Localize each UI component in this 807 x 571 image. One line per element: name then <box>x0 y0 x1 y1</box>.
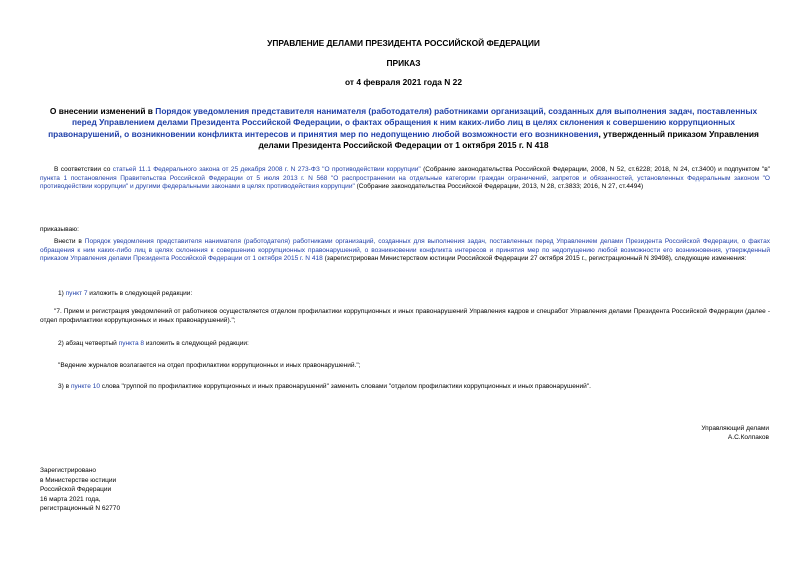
signature-block <box>701 424 769 442</box>
clause-10-link[interactable]: пункте 10 <box>70 383 100 390</box>
amendment-item-2 <box>58 340 770 349</box>
title-order-link[interactable]: Порядок уведомления представителя нанимателя (работодателя) работниками организаций, созданных для выполнения задач, поставленных перед Управлением делами Президента Российской Федерации, о фактах обращения к ним каких-либо лиц в целях склонения к совершению коррупционных правонарушений, о возникновении конфликта интересов и принятия мер по недопущению любой возможности его возникновения <box>48 106 758 139</box>
clause-8-new-text: "Ведение журналов возлагается на отдел профилактики коррупционных и иных правонарушений."; <box>58 362 361 369</box>
title-suffix: , утвержденный приказом Управления делами Президента Российской Федерации от 1 октября 2015 г. N 418 <box>258 128 759 151</box>
preamble-text-3: (Собрание законодательства Российской Федерации, 2013, N 28, ст.3833; 2016, N 27, ст.4494) <box>354 183 644 191</box>
registration-line: Российской Федерации <box>40 486 112 494</box>
agency-name: УПРАВЛЕНИЕ ДЕЛАМИ ПРЕЗИДЕНТА РОССИЙСКОЙ ФЕДЕРАЦИИ <box>267 38 540 48</box>
registration-line: в Министерстве юстиции <box>40 476 117 484</box>
document-title <box>48 106 759 152</box>
clause-7-new-text-content: "7. Прием и регистрация уведомлений от работников осуществляется отделом профилактики коррупционных и иных правонарушений Управления кадров и спецработ Управления делами Президента Российской Федерации (далее - отдел профилактики коррупционных и иных правонарушений)."; <box>40 308 770 324</box>
amendment-intro-paragraph <box>40 238 770 264</box>
amendment-item-3-text-1: 3) в <box>58 383 71 390</box>
clause-8-link[interactable]: пункта 8 <box>118 340 145 347</box>
title-prefix: О внесении изменений в <box>49 106 156 116</box>
registration-line: регистрационный N 62770 <box>40 505 121 513</box>
amendment-item-1 <box>58 290 770 299</box>
preamble-text-1: В соответствии со <box>54 166 113 173</box>
clause-7-new-text <box>40 308 770 325</box>
clause-7-link[interactable]: пункт 7 <box>65 290 88 297</box>
preamble-text-2: (Собрание законодательства Российской Федерации, 2008, N 52, ст.6228; 2018, N 24, ст.3400) и подпунктом "в" <box>420 166 770 173</box>
signer-position: Управляющий делами <box>701 425 769 432</box>
law-article-link[interactable]: статьей 11.1 Федерального закона от 25 декабря 2008 г. N 273-ФЗ "О противодействии коррупции" <box>112 166 421 173</box>
registration-block <box>40 466 120 514</box>
amendment-item-2-text-1: 2) абзац четвертый <box>58 340 119 347</box>
amendment-item-3-text-2: слова "группой по профилактике коррупционных и иных правонарушений" заменить словами "отделом профилактики коррупционных и иных правонарушений". <box>99 383 591 390</box>
amendment-item-2-text-2: изложить в следующей редакции: <box>144 340 249 347</box>
preamble-paragraph <box>40 166 770 192</box>
amendment-intro-text-2: (зарегистрирован Министерством юстиции Российской Федерации 27 октября 2015 г., регистрационный N 39498), следующие изменения: <box>322 255 747 263</box>
signer-name: А.С.Колпаков <box>727 434 769 441</box>
amendment-item-1-text-2: изложить в следующей редакции: <box>87 290 193 297</box>
order-word: приказываю: <box>40 226 79 233</box>
amendment-intro-text-1: Внести в <box>54 238 85 245</box>
registration-line: Зарегистрировано <box>40 467 97 474</box>
document-date: от 4 февраля 2021 года N 22 <box>345 77 462 87</box>
amendment-item-3 <box>58 383 770 392</box>
procedure-link[interactable]: Порядок уведомления представителя нанимателя (работодателя) работниками организаций, созданных для выполнения задач, поставленных перед Управлением делами Президента Российской Федерации, о фактах обращения к ним каких-либо лиц в целях склонения к совершению коррупционных правонарушений, о возникновении конфликта интересов и принятия мер по недопущению любой возможности его возникновения, утвержденный приказом Управления делами Президента Российской Федерации от 1 октября 2015 г. N 418 <box>40 238 771 263</box>
government-decree-link[interactable]: пункта 1 постановления Правительства Российской Федерации от 5 июля 2013 г. N 568 "О распространении на отдельные категории граждан ограничений, запретов и обязанностей, установленных Федеральным законом "О противодействии коррупции" и другими федеральными законами в целях противодействия коррупции" <box>40 174 770 191</box>
document-type: ПРИКАЗ <box>386 58 421 68</box>
amendment-item-1-text-1: 1) <box>58 290 66 297</box>
registration-line: 16 марта 2021 года, <box>40 495 101 503</box>
